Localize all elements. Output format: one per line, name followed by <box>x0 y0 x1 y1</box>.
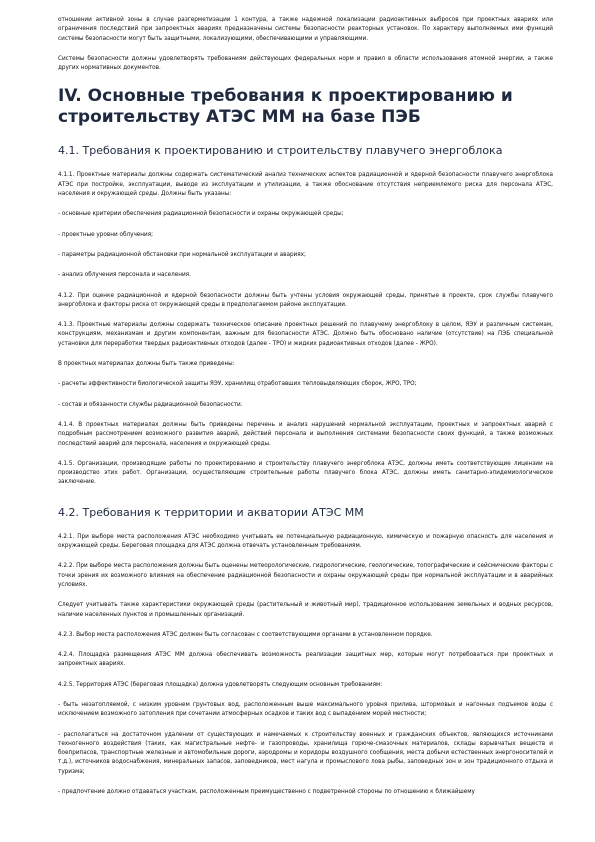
clause-4-2-1: 4.2.1. При выборе места расположения АТЭС необходимо учитывать ее потенциальную радиационную, химическую и пожарную опасность для населения и окружающей среды. Береговая площадка для АТЭС должна отвечать установленным требованиям. <box>58 533 553 550</box>
list-item: - предпочтение должно отдаваться участкам, расположенным преимущественно с подветренной стороны по отношению к ближайшему <box>58 789 475 796</box>
clause-4-2-2: 4.2.2. При выборе места расположения должны быть оценены метеорологические, гидрологические, геологические, топографические и сейсмические факторы с точки зрения их возможного влияния на обеспечение радиационной безопасности и охраны окружающей среды при нормальной эксплуатации и в аварийных условиях. <box>58 563 553 588</box>
list-item: - основные критерии обеспечения радиационной безопасности и охраны окружающей среды; <box>58 211 344 218</box>
clause-4-1-1: 4.1.1. Проектные материалы должны содержать систематический анализ технических аспектов радиационной и ядерной безопасности плавучего энергоблока АТЭС при постройке, эксплуатации, выводе из эксплуатации и утилизации, а также обоснование отсутствия неприемлемого риска для персонала АТЭС, населения и окружающей среды. Должны быть указаны: <box>58 172 553 198</box>
list-item: - располагаться на достаточном удалении от существующих и намечаемых к строительству военных и гражданских объектов, являющихся источниками техногенного воздействия (таких, как магистральные нефте- и газопроводы, хранилища горюче-смазочных материалов, склады взрывчатых веществ и боеприпасов, транспортные железные и автомобильные дороги, аэродромы и коридоры воздушного сообщения, места добычи естественных энергоносителей и т.д.), источников водоснабжения, минеральных запасов, заповедников, мест нагула и промыслового лова рыбы, заповедных зон и зон традиционного отдыха и туризма; <box>58 731 553 775</box>
subsection-4-1-body <box>58 171 553 487</box>
list-item: - проектные уровни облучения; <box>58 231 154 238</box>
clause-4-1-3: 4.1.3. Проектные материалы должны содержать техническое описание проектных решений по плавучему энергоблоку в целом, ЯЭУ и различным системам, конструкциям, механизмам и другим компонентам, важным для безопасности АТЭС. Должно быть обосновано наличие (отсутствие) на ПЭБ специальной установки для переработки твердых радиоактивных отходов (далее - ТРО) и жидких радиоактивных отходов (далее - ЖРО). <box>58 322 553 347</box>
list-item: - расчеты эффективности биологической защиты ЯЭУ, хранилищ отработавших тепловыделяющих сборок, ЖРО, ТРО; <box>58 381 417 388</box>
list-item: - состав и обязанности службы радиационной безопасности. <box>58 401 243 408</box>
clause-4-2-4: 4.2.4. Площадка размещения АТЭС ММ должна обеспечивать возможность реализации защитных мер, которые могут потребоваться при проектных и запроектных авариях. <box>58 652 553 668</box>
section-title: IV. Основные требования к проектированию и строительству АТЭС ММ на базе ПЭБ <box>58 86 513 128</box>
list-item: - параметры радиационной обстановки при нормальной эксплуатации и авариях; <box>58 251 306 258</box>
list-item: - анализ облучения персонала и населения. <box>58 272 191 279</box>
intro-paragraph-1: отношении активной зоны в случае разгерметизации 1 контура, а также надежной локализации радиоактивных выбросов при проектных авариях или ограничения последствий при запроектных авариях предназначены системы безопасности реакторных установок. По характеру выполняемых ими функций системы безопасности могут быть защитными, локализующими, обеспечивающими и управляющими. <box>58 17 553 42</box>
clause-4-2-5: 4.2.5. Территория АТЭС (береговая площадка) должна удовлетворять следующим основным требованиям: <box>58 681 383 688</box>
subsection-4-1-title: 4.1. Требования к проектированию и строительству плавучего энергоблока <box>58 144 503 158</box>
body-paragraph: В проектных материалах должны быть также приведены: <box>58 361 235 368</box>
subsection-4-2-title: 4.2. Требования к территории и акватории АТЭС ММ <box>58 505 364 519</box>
clause-4-1-5: 4.1.5. Организации, производящие работы по проектированию и строительству плавучего энергоблока АТЭС, должны иметь соответствующие лицензии на производство этих работ. Организации, осуществляющие строительные работы плавучего блока АТЭС, должны иметь санитарно-эпидемиологическое заключение. <box>58 460 553 486</box>
clause-4-1-2: 4.1.2. При оценке радиационной и ядерной безопасности должны быть учтены условия окружающей среды, принятые в проекте, срок службы плавучего энергоблока и факторы риска от окружающей среды в предполагаемом районе эксплуатации. <box>58 292 553 308</box>
list-item: - быть незатопляемой, с низким уровнем грунтовых вод, расположенным выше максимального уровня прилива, штормовых и нагонных подъемов воды с исключением возможного затопления при сочетании атмосферных осадков и таких вод с выпадением морей местности; <box>58 701 553 718</box>
intro-paragraph-2: Системы безопасности должны удовлетворять требованиям действующих федеральных норм и правил в области использования атомной энергии, а также других нормативных документов. <box>58 55 553 72</box>
subsection-4-2-body <box>58 533 553 798</box>
body-paragraph: Следует учитывать также характеристики окружающей среды (растительный и животный мир), традиционное использование земельных и водных ресурсов, наличие населенных пунктов и промышленных организаций. <box>58 602 553 618</box>
clause-4-1-4: 4.1.4. В проектных материалах должны быть приведены перечень и анализ нарушений нормальной эксплуатации, проектных и запроектных аварий с подробным рассмотрением возможного развития аварий, действий персонала и выполнения системами безопасности своих функций, а также возможных последствий аварий для персонала, населения и окружающей среды. <box>58 421 553 447</box>
clause-4-2-3: 4.2.3. Выбор места расположения АТЭС должен быть согласован с соответствующими органами в установленном порядке. <box>58 631 433 638</box>
